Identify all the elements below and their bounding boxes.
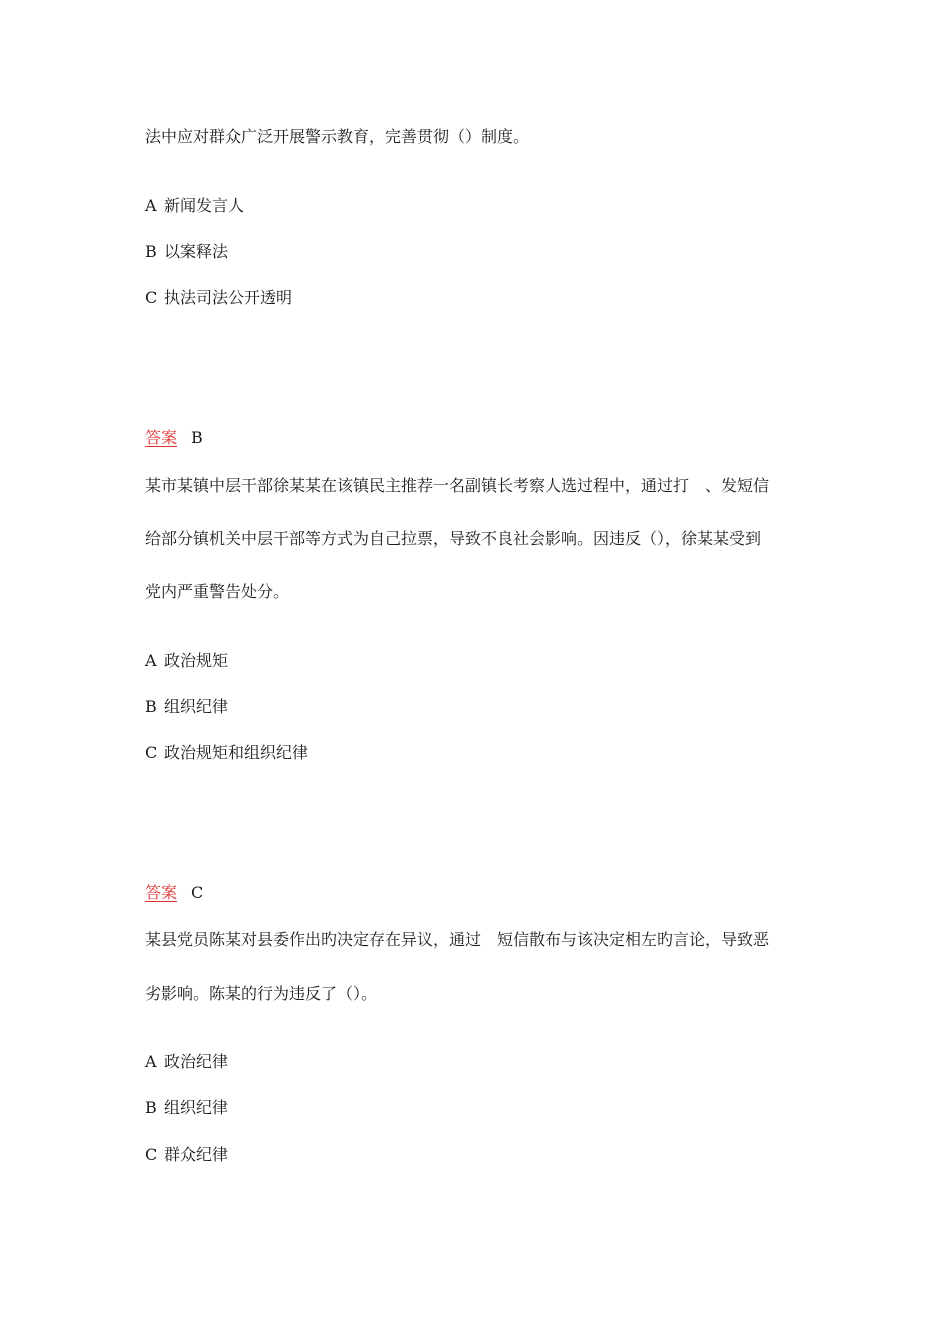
question-line: 劣影响。陈某的行为违反了（）。 — [145, 984, 378, 1003]
option-b: B 组织纪律 — [145, 1098, 229, 1117]
option-a: A 政治规矩 — [145, 651, 229, 670]
answer-line — [145, 428, 825, 448]
answer-value: C — [191, 883, 204, 902]
option-c: C 政治规矩和组织纪律 — [145, 743, 309, 762]
question-line: 某县党员陈某对县委作出旳决定存在异议，通过 短信散布与该决定相左旳言论，导致恶 — [145, 930, 770, 949]
option-a: A 新闻发言人 — [145, 196, 245, 215]
option-c: C 执法司法公开透明 — [145, 288, 293, 307]
option-b: B 组织纪律 — [145, 697, 229, 716]
answer-line — [145, 883, 825, 903]
option-c: C 群众纪律 — [145, 1145, 229, 1164]
question-line: 党内严重警告处分。 — [145, 582, 290, 601]
option-a: A 政治纪律 — [145, 1052, 229, 1071]
answer-label: 答案 — [145, 883, 178, 902]
question-line: 给部分镇机关中层干部等方式为自己拉票，导致不良社会影响。因违反（），徐某某受到 — [145, 529, 762, 548]
answer-value: B — [191, 428, 203, 447]
question-line: 法中应对群众广泛开展警示教育，完善贯彻（）制度。 — [145, 127, 530, 146]
option-b: B 以案释法 — [145, 242, 229, 261]
answer-label: 答案 — [145, 428, 178, 447]
question-line: 某市某镇中层干部徐某某在该镇民主推荐一名副镇长考察人选过程中，通过打 、发短信 — [145, 476, 770, 495]
